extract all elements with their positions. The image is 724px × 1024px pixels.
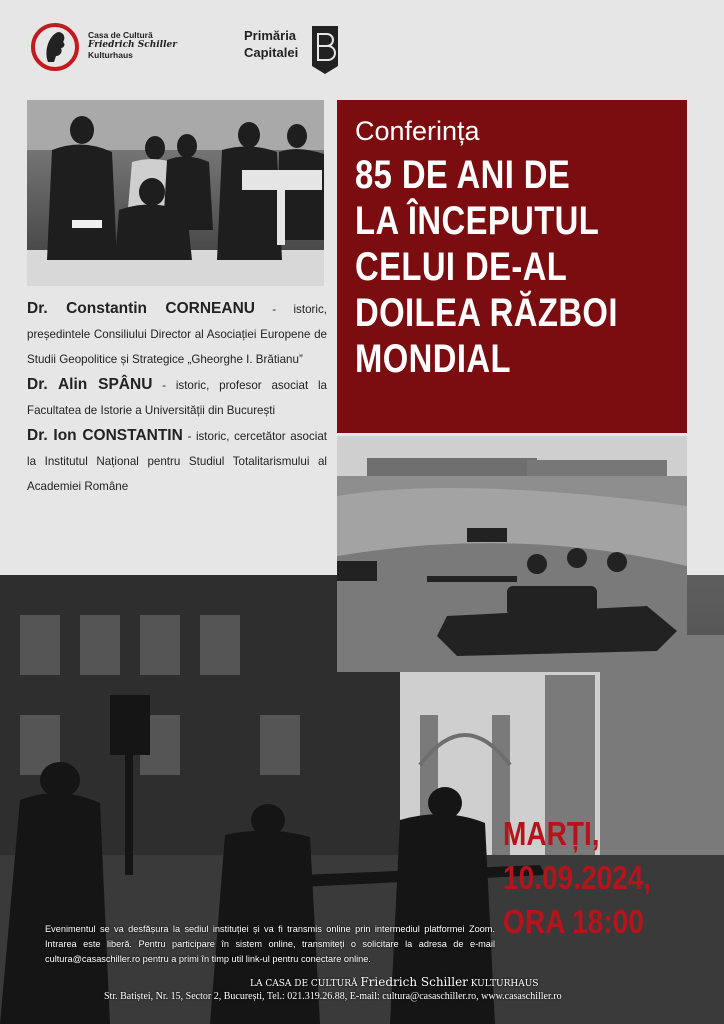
event-info-text: Evenimentul se va desfășura la sediul instituției și va fi transmis online prin intermediul platformei Zoom. Intrarea este liberă. Pentru participare în sistem online, transmiteți o solicitare la adresa de e-mail cultura@casaschiller.ro pentru a primi în timp util link-ul pentru conectare online. [45,924,495,964]
tank-battlefield-photo [337,436,687,672]
primaria-line-2: Capitalei [244,45,299,60]
primaria-capitalei-logo [244,24,344,80]
speaker-description: - istoric, cercetător asociat la Institutul Național pentru Studiul Totalitarismului al Academiei Române [27,430,327,493]
speaker-entry [27,423,327,499]
event-type: Conferința [355,116,480,146]
title-line: LA ÎNCEPUTUL [355,199,600,243]
venue-prefix: LA CASA DE CULTURĂ [250,979,358,989]
event-title [355,152,626,382]
event-calendar-date: 10.09.2024, [503,859,652,896]
title-panel [337,100,687,433]
title-line: MONDIAL [355,337,511,381]
speaker-name: Dr. Constantin CORNEANU [27,300,255,317]
title-line: DOILEA RĂZBOI [355,291,618,335]
venue-line [250,975,538,989]
logo-line-1: Casa de Cultură [88,30,153,40]
speaker-entry [27,296,327,372]
schiller-profile-icon [30,22,80,72]
speaker-description: - istoric, președintele Consiliului Director al Asociației Europene de Studii Geopolitice și Strategice „Gheorghe I. Brătianu” [27,303,327,366]
bucharest-b-emblem-icon [312,26,338,74]
venue-suffix: KULTURHAUS [470,979,539,989]
speaker-name: Dr. Ion CONSTANTIN [27,427,183,444]
event-day: MARȚI, [503,815,600,852]
speakers-list [27,296,327,499]
title-line: 85 DE ANI DE [355,153,571,197]
contact-line: Str. Batiștei, Nr. 15, Sector 2, București, Tel.: 021.319.26.88, E-mail: cultura@casaschiller.ro, www.casaschiller.ro [104,991,562,1002]
signing-ceremony-photo [27,100,324,286]
event-date [503,812,651,944]
speaker-entry [27,372,327,423]
event-time: ORA 18:00 [503,903,644,940]
speaker-description: - istoric, profesor asociat la Facultatea de Istorie a Universității din București [27,379,327,417]
title-line: CELUI DE-AL [355,245,568,289]
primaria-line-1: Primăria [244,28,297,43]
speaker-name: Dr. Alin SPÂNU [27,376,153,393]
logo-line-2: Friedrich Schiller [88,40,177,50]
casa-de-cultura-logo [30,22,190,82]
venue-name: Friedrich Schiller [360,975,468,989]
logo-line-3: Kulturhaus [88,50,133,60]
